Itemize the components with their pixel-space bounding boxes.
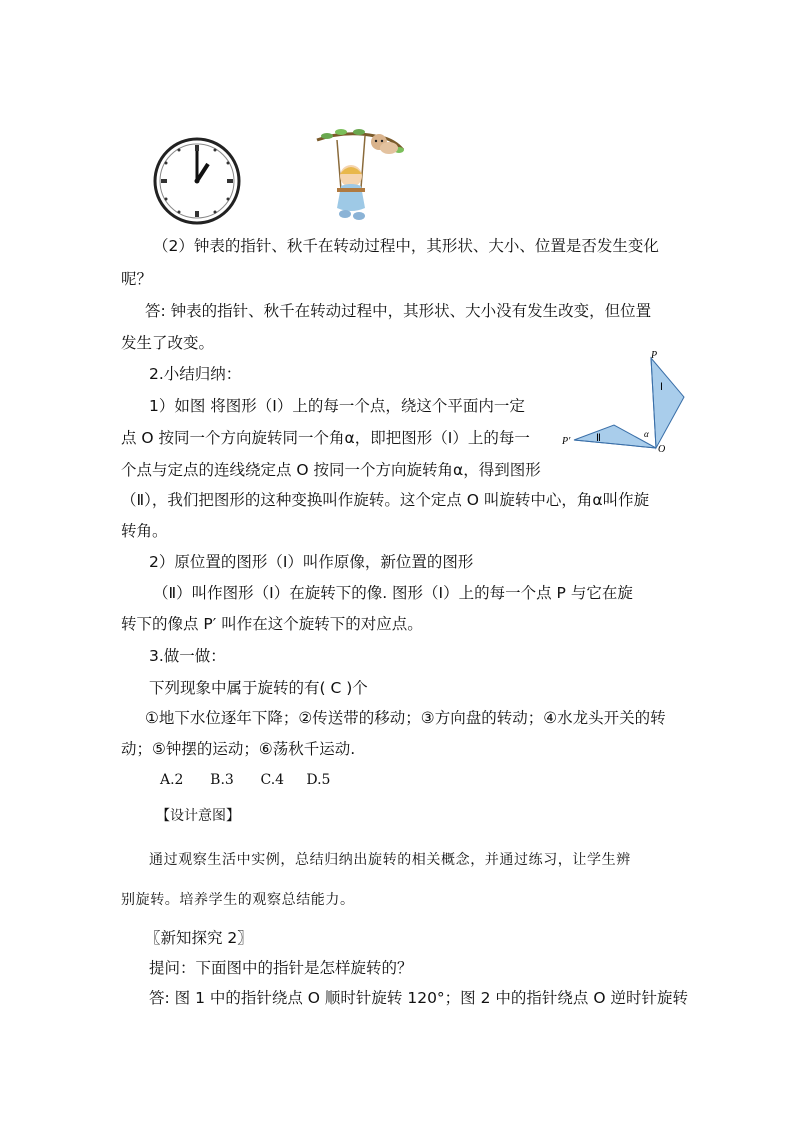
- summary-p2-line1: 2）原位置的图形（Ⅰ）叫作原像，新位置的图形: [149, 553, 474, 571]
- label-I: Ⅰ: [660, 382, 663, 393]
- exercise-heading: 3.做一做：: [149, 647, 226, 665]
- label-P: P: [651, 350, 658, 361]
- summary-heading: 2.小结归纳：: [149, 365, 242, 383]
- exercise-question: 下列现象中属于旋转的有( C )个: [149, 679, 368, 697]
- label-O: O: [658, 444, 666, 455]
- design-heading: 【设计意图】: [156, 808, 240, 824]
- summary-p1-line1: 1）如图 将图形（Ⅰ）上的每一个点，绕这个平面内一定: [149, 397, 525, 415]
- explore-question: 提问：下面图中的指针是怎样旋转的？: [149, 959, 413, 977]
- summary-p1-line5: 转角。: [121, 522, 168, 540]
- question-2-line1: （2）钟表的指针、秋千在转动过程中，其形状、大小、位置是否发生变化: [153, 237, 659, 255]
- summary-p2-line2: （Ⅱ）叫作图形（Ⅰ）在旋转下的像. 图形（Ⅰ）上的每一个点 P 与它在旋: [153, 584, 633, 602]
- exercise-options: A.2 B.3 C.4 D.5: [160, 772, 331, 788]
- summary-p2-line3: 转下的像点 P′ 叫作在这个旋转下的对应点。: [121, 615, 423, 633]
- exercise-items-line2: 动；⑤钟摆的运动；⑥荡秋千运动.: [121, 740, 356, 758]
- summary-p1-line4: （Ⅱ），我们把图形的这种变换叫作旋转。这个定点 O 叫旋转中心，角α叫作旋: [121, 491, 650, 509]
- exercise-items-line1: ①地下水位逐年下降；②传送带的移动；③方向盘的转动；④水龙头开关的转: [145, 709, 666, 727]
- question-2-line2: 呢？: [121, 270, 153, 288]
- label-II: Ⅱ: [596, 433, 601, 444]
- summary-p1-line3: 个点与定点的连线绕定点 O 按同一个方向旋转角α，得到图形: [121, 461, 541, 479]
- design-line2: 别旋转。培养学生的观察总结能力。: [121, 892, 355, 908]
- label-alpha: α: [644, 429, 649, 439]
- summary-p1-line2: 点 O 按同一个方向旋转同一个角α，即把图形（Ⅰ）上的每一: [121, 429, 530, 447]
- explore-answer: 答: 图 1 中的指针绕点 O 顺时针旋转 120°；图 2 中的指针绕点 O 逆时针旋转: [149, 989, 688, 1007]
- rotation-figure: [560, 348, 680, 460]
- explore-heading: 〖新知探究 2〗: [145, 929, 253, 947]
- swing-girl-image: [315, 128, 407, 224]
- clock-image: [152, 136, 242, 226]
- design-line1: 通过观察生活中实例，总结归纳出旋转的相关概念，并通过练习，让学生辨: [149, 852, 631, 868]
- answer-line2: 发生了改变。: [121, 334, 215, 352]
- answer-line1: 答: 钟表的指针、秋千在转动过程中，其形状、大小没有发生改变，但位置: [145, 302, 652, 320]
- label-P-prime: P′: [562, 436, 571, 447]
